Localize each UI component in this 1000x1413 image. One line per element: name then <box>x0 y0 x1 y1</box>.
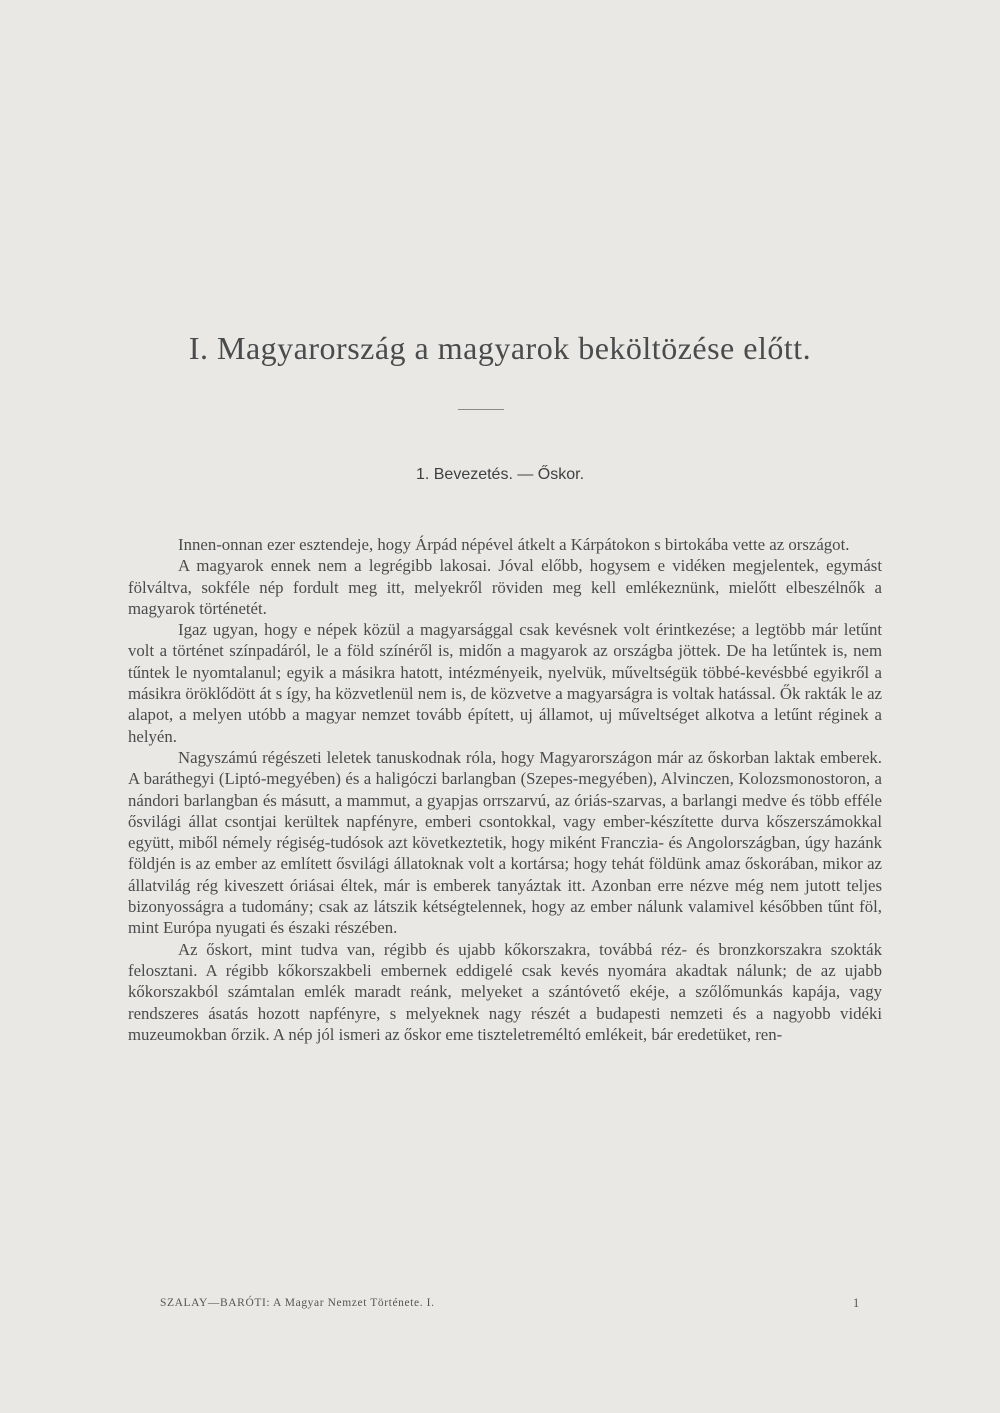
paragraph-4: Nagyszámú régészeti leletek tanuskodnak róla, hogy Magyarországon már az őskorban laktak emberek. A baráthegyi (Liptó-megyében) és a haligóczi barlangban (Szepes-megyében), Alvinczen, Kolozsmonostoron, a nándori barlangban és másutt, a mammut, a gyapjas orrszarvú, az óriás-szarvas, a barlangi medve és több efféle ősvilági állat csontjai kerültek napfényre, emberi csontokkal, vagy ember-készítette durva kőszerszámokkal együtt, miből némely régiség-tudósok azt következtetik, hogy miként Franczia- és Angolországban, úgy hazánk földjén is az ember az említett ősvilági állatoknak volt a kortársa; hogy tehát földünk amaz őskorában, mikor az állatvilág rég kiveszett óriásai éltek, már is emberek tanyáztak itt. Azonban erre nézve még nem jutott teljes bizonyosságra a tudomány; csak az látszik kétségtelennek, hogy az ember nálunk valamivel későbben tűnt föl, mint Európa nyugati és északi részében. <box>128 747 882 938</box>
body-text <box>128 534 882 1045</box>
title-divider <box>458 409 504 410</box>
paragraph-3: Igaz ugyan, hogy e népek közül a magyarsággal csak kevésnek volt érintkezése; a legtöbb már letűnt volt a történet színpadáról, le a föld színéről is, midőn a magyarok az országba jöttek. De ha letűntek is, nem tűntek le nyomtalanul; egyik a másikra hatott, intézményeik, nyelvük, műveltségük többé-kevésbbé egyikről a másikra öröklődött át s így, ha közvetlenül nem is, de közvetve a magyarságra is voltak hatással. Ők rakták le az alapot, a melyen utóbb a magyar nemzet tovább épített, uj államot, uj műveltséget alkotva a letűnt réginek a helyén. <box>128 620 882 746</box>
paragraph-5: Az őskort, mint tudva van, régibb és ujabb kőkorszakra, továbbá réz- és bronzkorszakra szokták felosztani. A régibb kőkorszakbeli embernek eddigelé csak kevés nyomára akadtak nálunk; de az ujabb kőkorszakból számtalan emlék maradt reánk, melyeket a szántóvető ekéje, a szőlőmunkás kapája, vagy rendszeres ásatás hozott napfényre, s melyeknek nagy részét a budapesti nemzeti és a nagyobb vidéki muzeumokban őrzik. A nép jól ismeri az őskor eme tiszteletreméltó emlékeit, bár eredetüket, ren- <box>128 939 882 1044</box>
page-number: 1 <box>853 1296 860 1310</box>
chapter-title: I. Magyarország a magyarok beköltözése előtt. <box>188 330 812 366</box>
paragraph-2: A magyarok ennek nem a legrégibb lakosai. Jóval előbb, hogysem e vidéken megjelentek, egymást fölváltva, sokféle nép fordult meg itt, melyekről röviden meg kell emlékeznünk, mielőtt elbeszélnők a magyarok történetét. <box>128 556 882 618</box>
section-title: 1. Bevezetés. — Őskor. <box>415 466 585 483</box>
paragraph-1: Innen-onnan ezer esztendeje, hogy Árpád népével átkelt a Kárpátokon s birtokába vette az országot. <box>178 535 850 554</box>
footer-source: SZALAY—BARÓTI: A Magyar Nemzet Története. I. <box>160 1297 435 1309</box>
